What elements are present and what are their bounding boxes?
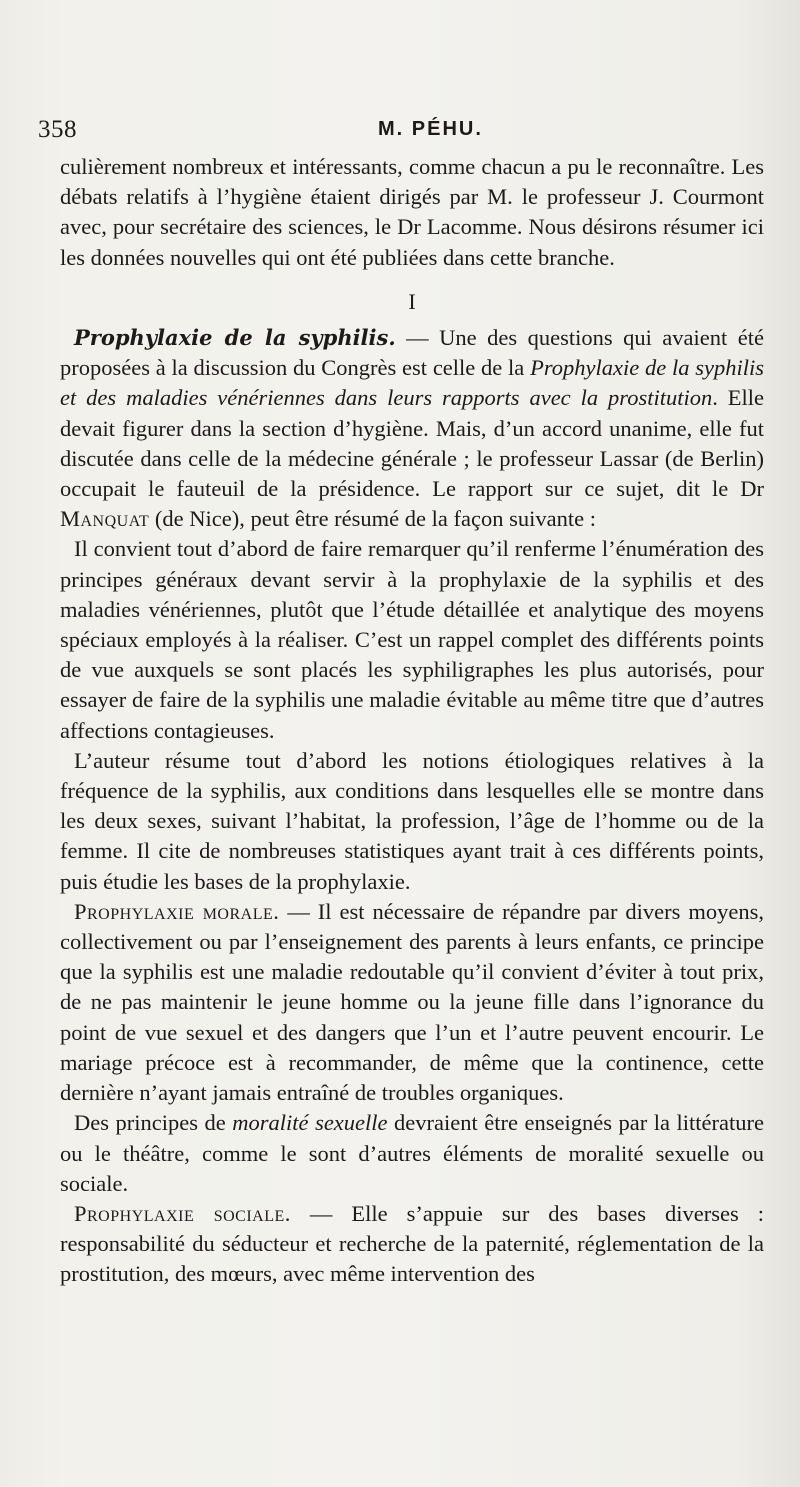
paragraph-text: — Il est nécessaire de répandre par divers moyens, collectivement ou par l’enseignement des parents à leurs enfants, ce principe que la syphilis est une maladie redoutable qu’il convient d’éviter à tout prix, de ne pas maintenir le jeune homme ou la jeune fille dans l’ignorance du point de vue sexuel et des dangers que l’un et l’autre peuvent encourir. Le mariage précoce est à recommander, de même que la continence, cette dernière n’ayant jamais entraîné de troubles organiques. (60, 898, 764, 1106)
paragraph-continuation: culièrement nombreux et intéressants, comme chacun a pu le reconnaître. Les débats relatifs à l’hygiène étaient dirigés par M. le professeur J. Courmont avec, pour secrétaire des sciences, le Dr Lacomme. Nous désirons résumer ici les données nouvelles qui ont été publiées dans cette branche. (60, 154, 764, 270)
running-head: M. PÉHU. (378, 118, 483, 140)
paragraph-text: Des principes de (74, 1110, 233, 1136)
paragraph-text: devraient être enseignés par la littérature ou le théâtre, comme le sont d’autres éléments de moralité sexuelle ou sociale. (60, 1110, 765, 1196)
page-number: 358 (38, 116, 77, 143)
paragraph-prophylaxie-syphilis (60, 323, 764, 534)
subsection-heading: Prophylaxie morale. (74, 898, 280, 924)
paragraph-prophylaxie-sociale (60, 1199, 764, 1290)
subsection-heading: Prophylaxie sociale. (74, 1200, 291, 1226)
author-name: Manquat (60, 506, 150, 532)
paragraph-etiologie: L’auteur résume tout d’abord les notions étiologiques relatives à la fréquence de la syphilis, aux conditions dans lesquelles elle se montre dans les deux sexes, suivant l’habitat, la profession, l’âge de l’homme ou de la femme. Il cite de nombreuses statistiques ayant trait à ces différents points, puis étudie les bases de la prophylaxie. (60, 747, 764, 894)
paragraph-text: . Elle devait figurer dans la section d’hygiène. Mais, d’un accord unanime, elle fut discutée dans celle de la médecine générale ; le professeur Lassar (de Berlin) occupait le fauteuil de la présidence. Le rapport sur ce sujet, dit le Dr (60, 385, 765, 502)
paragraph-moralite (60, 1108, 764, 1199)
section-lead-heading: Prophylaxie de la syphilis. (74, 325, 396, 351)
paragraph-text: — Une des questions qui avaient été proposées à la discussion du Congrès est celle de la (60, 325, 764, 381)
page-header (38, 112, 768, 152)
italic-term: moralité sexuelle (232, 1110, 388, 1136)
paragraph-prophylaxie-morale (60, 897, 764, 1108)
paragraph-text: — Elle s’appuie sur des bases diverses : responsabilité du séducteur et recherche de la paternité, réglementation de la prostitution, des mœurs, avec même intervention des (60, 1200, 764, 1287)
paragraph-text: (de Nice), peut être résumé de la façon suivante : (149, 506, 596, 532)
body-text (60, 152, 764, 1290)
section-number: I (408, 288, 416, 314)
report-title: Prophylaxie de la syphilis et des maladies vénériennes dans leurs rapports avec la prostitution (60, 355, 764, 411)
paragraph-principes: Il convient tout d’abord de faire remarquer qu’il renferme l’énumération des principes généraux devant servir à la prophylaxie de la syphilis et des maladies vénériennes, plutôt que l’étude détaillée et analytique des moyens spéciaux employés à la réaliser. C’est un rappel complet des différents points de vue auxquels se sont placés les syphiligraphes les plus autorisés, pour essayer de faire de la syphilis une maladie évitable au même titre que d’autres affections contagieuses. (60, 536, 764, 743)
